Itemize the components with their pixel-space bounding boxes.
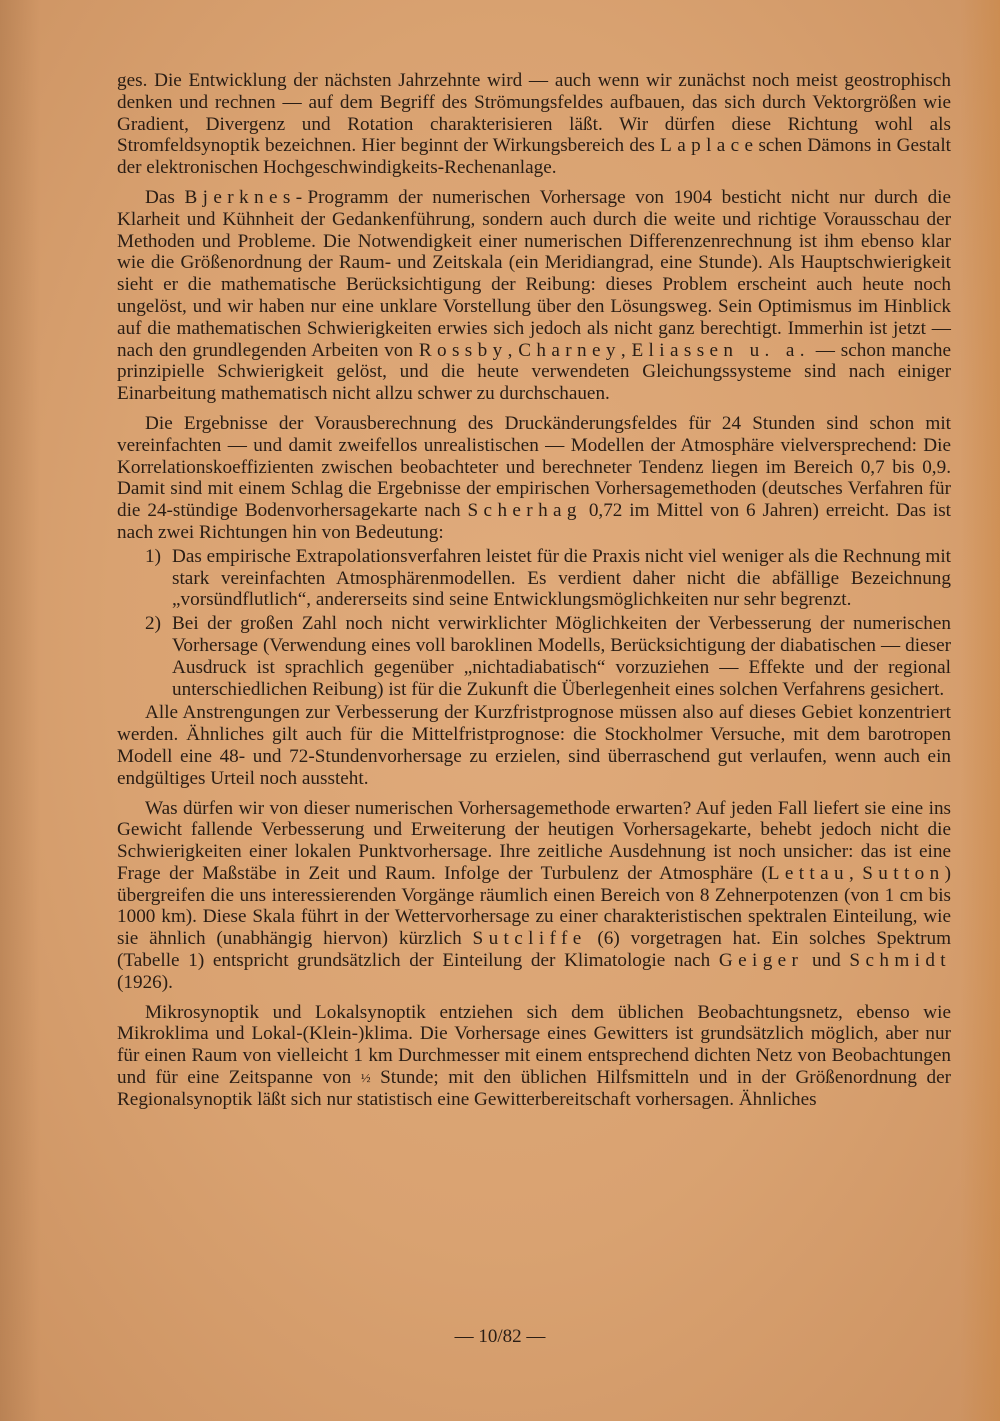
paragraph-6-text-b: Stunde; mit den üblichen Hilfsmitteln und in der Größenordnung der Regionalsynoptik läßt sich nur statistisch eine Gewitterbereitschaft vorhersagen. Ähnliches — [117, 1067, 951, 1110]
paragraph-2-sep-2: , — [620, 339, 632, 361]
author-name-geiger: Geiger — [718, 950, 804, 972]
paragraph-6-text-a: Mikrosynoptik und Lokalsynoptik entziehen sich dem üblichen Beobachtungsnetz, ebenso wie Mikroklima und Lokal-(Klein-)klima. Die Vorhersage eines Gewitters ist grundsätzlich möglich, aber nur für einen Raum von vielleicht 1 km Durchmesser mit einem entsprechend dichten Netz von Beobachtungen und für eine Zeitspanne von — [117, 1001, 951, 1089]
list-item-number: 2) — [145, 613, 161, 635]
paragraph-5-text-c: ) übergreifen die uns interessierenden Vorgänge räumlich einen Bereich von 8 Zehnerpotenzen (von 1 cm bis 1000 km). Diese Skala führt in der Wettervorhersage zu einer charakteristischen spektralen Einteilung, wie sie ähnlich (unabhängig hiervon) kürzlich — [117, 862, 951, 950]
page-edge-shadow-left — [0, 0, 40, 1421]
paragraph-5-and: und — [803, 950, 850, 972]
page-edge-shadow-right — [960, 0, 1000, 1421]
list-item — [117, 546, 951, 611]
paragraph-3-text-a: Die Ergebnisse der Vorausberechnung des Druckänderungsfeldes für 24 Stunden sind schon mit vereinfachten — und damit zweifellos unrealistischen — Modellen der Atmosphäre vielversprechend: Die Korrelationskoeffizienten zwischen beobachteter und berechneter Tendenz liegen im Bereich 0,7 bis 0,9. Damit sind mit einem Schlag die Ergebnisse der empirischen Vorhersagemethoden (deutsches Verfahren für die 24-stündige Bodenvorhersagekarte nach — [117, 412, 951, 522]
author-name-lettau: Lettau — [767, 862, 849, 884]
author-name-scherhag: Scherhag — [467, 500, 582, 522]
paragraph-2-sep-1: , — [507, 339, 519, 361]
author-name-sutcliffe: Sutcliffe — [472, 928, 587, 950]
paragraph-2-text-b: Programm der numerischen Vorhersage von 1904 besticht nicht nur durch die Klarheit und Kühnheit der Gedankenführung, sondern auch durch die weite und richtige Vorausschau der Methoden und Probleme. Die Notwendigkeit einer numerischen Differenzenrechnung ist ihm ebenso klar wie die Größenordnung der Raum- und Zeitskala (ein Meridiangrad, eine Stunde). Als Hauptschwierigkeit sieht er die mathematische Berücksichtigung der Reibung: dieses Problem erscheint auch heute noch ungelöst, und wir haben nur eine unklare Vorstellung über den Lösungsweg. Sein Optimismus im Hinblick auf die mathematischen Schwierigkeiten erwies sich jedoch als nicht ganz berechtigt. Immerhin ist jetzt — nach den grundlegenden Arbeiten von — [117, 186, 952, 361]
body-text — [117, 70, 951, 1111]
paragraph-3-text-b: 0,72 im Mittel von 6 Jahren) erreicht. Das ist nach zwei Richtungen hin von Bedeutung: — [117, 500, 951, 543]
list-item-text: Bei der großen Zahl noch nicht verwirklichter Möglichkeiten der Verbesserung der numerischen Vorhersage (Verwendung eines voll baroklinen Modells, Berücksichtigung der diabatischen — dieser Ausdruck ist sprachlich gegenüber „nichtadiabatisch“ vorzuziehen — Effekte und der regional unterschiedlichen Reibung) ist für die Zukunft die Überlegenheit eines solchen Verfahrens gesichert. — [172, 613, 951, 700]
paragraph-6 — [117, 1002, 951, 1111]
numbered-list — [117, 546, 951, 701]
list-item-number: 1) — [145, 545, 161, 567]
author-name-schmidt: Schmidt — [849, 950, 952, 972]
paragraph-5-text-a: Was dürfen wir von dieser numerischen Vorhersagemethode erwarten? Auf jeden Fall liefert sie eine ins Gewicht fallende Verbesserung und Erweiterung der heutigen Vorhersagekarte, behebt jedoch nicht die Schwierigkeiten einer lokalen Punktvorhersage. Ihre zeitliche Ausdehnung ist noch unsicher: das ist eine Frage der Maßstäbe in Zeit und Raum. Infolge der Turbulenz der Atmosphäre ( — [117, 797, 951, 884]
paragraph-2-text-e: — schon manche prinzipielle Schwierigkeit gelöst, und die heute verwendeten Gleichungssysteme sind nach einiger Einarbeitung mathematisch nicht allzu schwer zu durchschauen. — [117, 339, 952, 405]
paragraph-3 — [117, 413, 951, 544]
author-name-eliassen: Eliassen u. a. — [631, 339, 810, 361]
author-name-bjerknes: Bjerknes- — [184, 186, 308, 208]
author-name-sutton: Sutton — [862, 862, 945, 884]
paragraph-2 — [117, 187, 951, 405]
paragraph-5-text-d: (6) vorgetragen hat. Ein solches Spektrum (Tabelle 1) entspricht grundsätzlich der Einteilung der Klimatologie nach — [117, 928, 951, 972]
paragraph-1-tail: schen Dämons in Gestalt der elektronischen Hochgeschwindigkeits-Rechenanlage. — [117, 135, 951, 179]
author-name-laplace: Laplace — [660, 135, 759, 157]
paragraph-5-text-f: (1926). — [117, 971, 173, 993]
list-item — [117, 613, 951, 700]
paragraph-4: Alle Anstrengungen zur Verbesserung der Kurzfristprognose müssen also auf dieses Gebiet konzentriert werden. Ähnliches gilt auch für die Mittelfristprognose: die Stockholmer Versuche, mit dem barotropen Modell eine 48- und 72-Stundenvorhersage zu erzielen, sind überraschend gut verlaufen, wenn auch ein endgültiges Urteil noch aussteht. — [117, 702, 951, 789]
paragraph-1 — [117, 70, 951, 179]
paragraph-1-text: ges. Die Entwicklung der nächsten Jahrzehnte wird — auch wenn wir zunächst noch meist geostrophisch denken und rechnen — auf dem Begriff des Strömungsfeldes aufbauen, das sich durch Vektorgrößen wie Gradient, Divergenz und Rotation charakterisieren läßt. Wir dürfen diese Richtung wohl als Stromfeldsynoptik bezeichnen. Hier beginnt der Wirkungsbereich des — [117, 70, 951, 157]
page-number: — 10/82 — — [454, 1326, 546, 1347]
paragraph-5 — [117, 798, 951, 994]
paragraph-5-sep: , — [848, 862, 863, 884]
paragraph-2-text-a: Das — [145, 186, 185, 208]
list-item-text: Das empirische Extrapolationsverfahren leistet für die Praxis nicht viel weniger als die Rechnung mit stark vereinfachten Atmosphärenmodellen. Es verdient daher nicht die abfällige Bezeichnung „vorsündflutlich“, andererseits sind seine Entwicklungsmöglichkeiten nur sehr begrenzt. — [172, 545, 951, 611]
author-name-charney: Charney — [518, 339, 621, 361]
fraction-half: ½ — [360, 1070, 371, 1086]
author-name-rossby: Rossby — [418, 339, 508, 361]
